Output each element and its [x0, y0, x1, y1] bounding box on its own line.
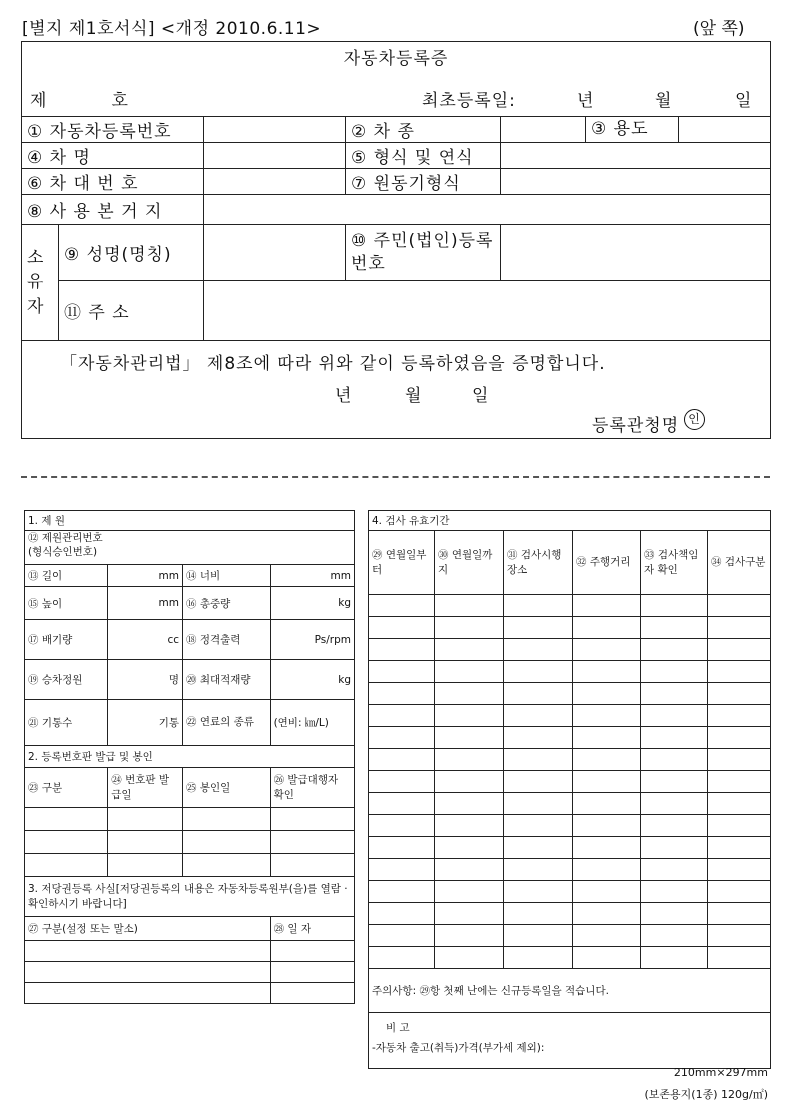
spec-mgmt-number: ⑫ 제원관리번호 (형식승인번호) [25, 531, 355, 565]
spec-title: 1. 제 원 [25, 511, 355, 531]
table-row [369, 947, 771, 969]
owner-name-value [204, 225, 346, 281]
gross-weight-label: ⑯ 총중량 [183, 587, 271, 620]
inspection-title: 4. 검사 유효기간 [369, 511, 771, 531]
issue-month-label: 월 [405, 386, 423, 406]
inspection-place-header: ㉛ 검사시행 장소 [504, 531, 573, 595]
table-row [369, 617, 771, 639]
cylinders-label: ㉑ 기통수 [25, 700, 108, 746]
plate-category-header: ㉓ 구분 [25, 768, 108, 808]
table-row [369, 661, 771, 683]
owner-id-value [501, 225, 771, 281]
rated-output-unit: Ps/rpm [270, 620, 354, 660]
table-row [25, 962, 355, 983]
agent-confirm-header: ㉖ 발급대행자 확인 [270, 768, 354, 808]
vehicle-name-value [204, 143, 346, 169]
vehicle-name-label: ④ 차 명 [22, 143, 204, 169]
caution-note: 주의사항: ㉙항 첫째 난에는 신규등록일을 적습니다. [369, 969, 771, 1013]
table-row [369, 793, 771, 815]
month-label: 월 [655, 90, 673, 111]
paper-size: 210mm×297mm [673, 1066, 768, 1079]
table-row [25, 983, 355, 1004]
address-label: ⑪ 주 소 [59, 281, 204, 341]
fuel-type-label: ㉒ 연료의 종류 [183, 700, 271, 746]
vehicle-reg-number-label: ① 자동차등록번호 [22, 117, 204, 143]
owner-id-label: ⑩ 주민(법인)등록번호 [346, 225, 501, 281]
paper-spec: (보존용지(1종) 120g/㎡) [644, 1088, 768, 1101]
table-row [25, 854, 355, 877]
rated-output-label: ⑱ 정격출력 [183, 620, 271, 660]
vehicle-type-label: ② 차 종 [346, 117, 501, 143]
width-unit: mm [270, 565, 354, 587]
engine-type-value [501, 169, 771, 195]
table-row [25, 808, 355, 831]
gross-weight-unit: kg [270, 587, 354, 620]
table-row [369, 837, 771, 859]
table-row [369, 815, 771, 837]
base-location-value [204, 195, 771, 225]
table-row [369, 925, 771, 947]
issue-year-label: 년 [335, 386, 353, 406]
base-location-label: ⑧ 사 용 본 거 지 [22, 195, 204, 225]
cut-line [21, 476, 770, 478]
issue-day-label: 일 [472, 386, 490, 406]
authority-label: 등록관청명 [592, 416, 680, 436]
inspection-table [368, 510, 771, 1069]
model-year-value [501, 143, 771, 169]
table-row [369, 705, 771, 727]
certification-statement: 「자동차관리법」 제8조에 따라 위와 같이 등록하였음을 증명합니다. [60, 354, 606, 374]
seal-icon: 인 [684, 409, 705, 430]
address-value [204, 281, 771, 341]
table-row [369, 749, 771, 771]
remark-text: -자동차 출고(취득)가격(부가세 제외): [372, 1042, 545, 1055]
table-row [25, 831, 355, 854]
capacity-unit: 명 [108, 660, 183, 700]
table-row [369, 903, 771, 925]
table-row [369, 771, 771, 793]
remark-label: 비 고 [386, 1022, 410, 1034]
height-unit: mm [108, 587, 183, 620]
capacity-label: ⑲ 승차정원 [25, 660, 108, 700]
length-unit: mm [108, 565, 183, 587]
registration-certificate [21, 41, 771, 439]
displacement-unit: cc [108, 620, 183, 660]
plate-title: 2. 등록번호판 발급 및 봉인 [25, 746, 355, 768]
chassis-number-value [204, 169, 346, 195]
vehicle-type-value [501, 117, 586, 143]
owner-name-label: ⑨ 성명(명칭) [59, 225, 204, 281]
table-row [369, 683, 771, 705]
to-date-header: ㉚ 연월일까지 [435, 531, 504, 595]
lien-title: 3. 저당권등록 사실[저당권등록의 내용은 자동차등록원부(을)를 열람 · 확인하시기 바랍니다] [25, 877, 355, 917]
max-load-label: ⑳ 최대적재량 [183, 660, 271, 700]
displacement-label: ⑰ 배기량 [25, 620, 108, 660]
height-label: ⑮ 높이 [25, 587, 108, 620]
vehicle-reg-number-value [204, 117, 346, 143]
seal-date-header: ㉕ 봉인일 [183, 768, 271, 808]
specification-table [24, 510, 355, 1004]
year-label: 년 [577, 90, 595, 111]
first-registration-label: 최초등록일: [422, 90, 516, 111]
owner-label: 소 유 자 [22, 225, 59, 341]
engine-type-label: ⑦ 원동기형식 [346, 169, 501, 195]
length-label: ⑬ 길이 [25, 565, 108, 587]
width-label: ⑭ 너비 [183, 565, 271, 587]
inspection-type-header: ㉞ 검사구분 [708, 531, 771, 595]
certificate-title: 자동차등록증 [22, 42, 771, 72]
mileage-header: ㉜ 주행거리 [573, 531, 641, 595]
usage-label: ③ 용도 [586, 117, 679, 142]
form-label: [별지 제1호서식] <개정 2010.6.11> [22, 19, 322, 39]
max-load-unit: kg [270, 660, 354, 700]
fuel-efficiency-label: (연비: ㎞/L) [270, 700, 354, 746]
model-year-label: ⑤ 형식 및 연식 [346, 143, 501, 169]
table-row [25, 941, 355, 962]
inspector-confirm-header: ㉝ 검사책임자 확인 [641, 531, 708, 595]
table-row [369, 639, 771, 661]
chassis-number-label: ⑥ 차 대 번 호 [22, 169, 204, 195]
usage-cell [586, 117, 771, 143]
plate-issue-date-header: ㉔ 번호판 발급일 [108, 768, 183, 808]
table-row [369, 859, 771, 881]
lien-date-header: ㉘ 일 자 [270, 917, 354, 941]
page-side: (앞 쪽) [693, 19, 745, 39]
from-date-header: ㉙ 연월일부터 [369, 531, 435, 595]
day-label: 일 [735, 90, 753, 111]
lien-category-header: ㉗ 구분(설정 또는 말소) [25, 917, 271, 941]
table-row [369, 727, 771, 749]
table-row [369, 881, 771, 903]
cylinders-unit: 기통 [108, 700, 183, 746]
table-row [369, 595, 771, 617]
certificate-number-label: 제 호 [30, 90, 129, 111]
